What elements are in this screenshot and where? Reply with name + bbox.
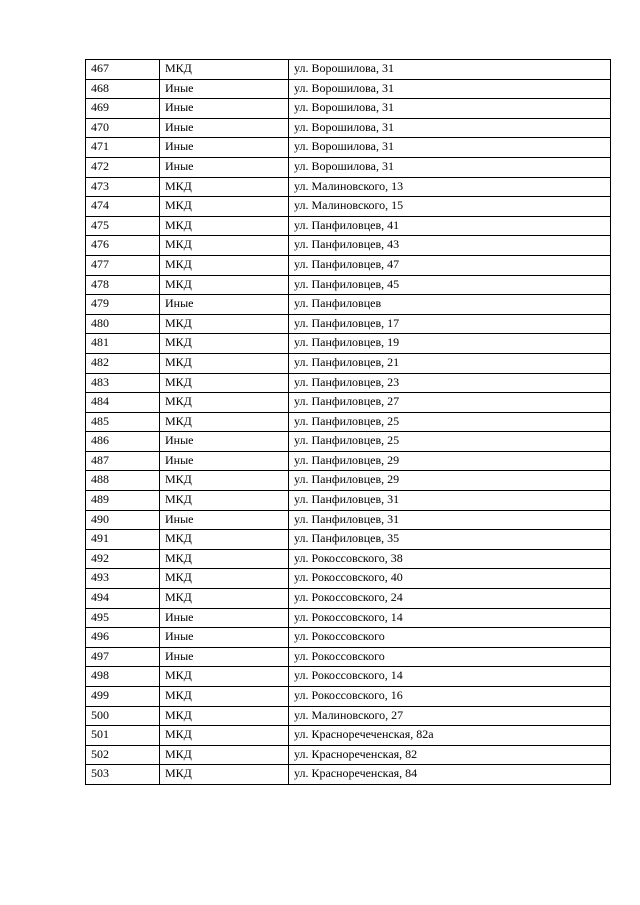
object-type-cell: МКД bbox=[160, 373, 289, 393]
table-row bbox=[86, 373, 611, 393]
row-number-cell: 469 bbox=[86, 99, 160, 119]
table-row bbox=[86, 491, 611, 511]
table-row bbox=[86, 197, 611, 217]
address-cell: ул. Панфиловцев, 19 bbox=[289, 334, 611, 354]
address-cell: ул. Ворошилова, 31 bbox=[289, 157, 611, 177]
object-type-cell: Иные bbox=[160, 432, 289, 452]
object-type-cell: МКД bbox=[160, 216, 289, 236]
table-row bbox=[86, 138, 611, 158]
address-cell: ул. Ворошилова, 31 bbox=[289, 99, 611, 119]
row-number-cell: 482 bbox=[86, 353, 160, 373]
object-type-cell: МКД bbox=[160, 530, 289, 550]
object-type-cell: МКД bbox=[160, 412, 289, 432]
row-number-cell: 479 bbox=[86, 295, 160, 315]
object-type-cell: МКД bbox=[160, 255, 289, 275]
row-number-cell: 484 bbox=[86, 393, 160, 413]
table-row bbox=[86, 314, 611, 334]
address-cell: ул. Панфиловцев, 35 bbox=[289, 530, 611, 550]
address-cell: ул. Панфиловцев, 27 bbox=[289, 393, 611, 413]
address-cell: ул. Панфиловцев, 21 bbox=[289, 353, 611, 373]
address-cell: ул. Краснореченская, 82 bbox=[289, 745, 611, 765]
table-row bbox=[86, 706, 611, 726]
table-row bbox=[86, 295, 611, 315]
table-row bbox=[86, 157, 611, 177]
address-table bbox=[85, 59, 611, 785]
object-type-cell: МКД bbox=[160, 471, 289, 491]
table-row bbox=[86, 471, 611, 491]
row-number-cell: 475 bbox=[86, 216, 160, 236]
row-number-cell: 486 bbox=[86, 432, 160, 452]
table-row bbox=[86, 667, 611, 687]
row-number-cell: 495 bbox=[86, 608, 160, 628]
object-type-cell: Иные bbox=[160, 118, 289, 138]
row-number-cell: 494 bbox=[86, 589, 160, 609]
row-number-cell: 472 bbox=[86, 157, 160, 177]
table-row bbox=[86, 275, 611, 295]
address-cell: ул. Ворошилова, 31 bbox=[289, 118, 611, 138]
address-cell: ул. Красноречеченская, 82а bbox=[289, 726, 611, 746]
object-type-cell: МКД bbox=[160, 353, 289, 373]
address-cell: ул. Рокоссовского, 14 bbox=[289, 608, 611, 628]
row-number-cell: 473 bbox=[86, 177, 160, 197]
table-row bbox=[86, 99, 611, 119]
address-cell: ул. Панфиловцев, 23 bbox=[289, 373, 611, 393]
address-cell: ул. Рокоссовского, 14 bbox=[289, 667, 611, 687]
row-number-cell: 474 bbox=[86, 197, 160, 217]
row-number-cell: 471 bbox=[86, 138, 160, 158]
row-number-cell: 487 bbox=[86, 451, 160, 471]
row-number-cell: 483 bbox=[86, 373, 160, 393]
object-type-cell: Иные bbox=[160, 138, 289, 158]
address-cell: ул. Панфиловцев, 47 bbox=[289, 255, 611, 275]
address-cell: ул. Панфиловцев, 41 bbox=[289, 216, 611, 236]
row-number-cell: 467 bbox=[86, 60, 160, 80]
object-type-cell: МКД bbox=[160, 569, 289, 589]
row-number-cell: 498 bbox=[86, 667, 160, 687]
row-number-cell: 496 bbox=[86, 628, 160, 648]
address-cell: ул. Панфиловцев, 29 bbox=[289, 451, 611, 471]
object-type-cell: МКД bbox=[160, 491, 289, 511]
object-type-cell: МКД bbox=[160, 314, 289, 334]
table-row bbox=[86, 530, 611, 550]
table-row bbox=[86, 334, 611, 354]
table-row bbox=[86, 60, 611, 80]
address-cell: ул. Панфиловцев, 45 bbox=[289, 275, 611, 295]
address-cell: ул. Панфиловцев, 25 bbox=[289, 432, 611, 452]
object-type-cell: Иные bbox=[160, 628, 289, 648]
address-cell: ул. Ворошилова, 31 bbox=[289, 79, 611, 99]
table-row bbox=[86, 608, 611, 628]
object-type-cell: Иные bbox=[160, 295, 289, 315]
address-cell: ул. Рокоссовского, 16 bbox=[289, 687, 611, 707]
row-number-cell: 468 bbox=[86, 79, 160, 99]
table-row bbox=[86, 451, 611, 471]
row-number-cell: 493 bbox=[86, 569, 160, 589]
table-row bbox=[86, 726, 611, 746]
address-cell: ул. Малиновского, 13 bbox=[289, 177, 611, 197]
address-cell: ул. Рокоссовского bbox=[289, 647, 611, 667]
row-number-cell: 500 bbox=[86, 706, 160, 726]
row-number-cell: 476 bbox=[86, 236, 160, 256]
row-number-cell: 481 bbox=[86, 334, 160, 354]
address-cell: ул. Рокоссовского bbox=[289, 628, 611, 648]
row-number-cell: 480 bbox=[86, 314, 160, 334]
address-cell: ул. Малиновского, 27 bbox=[289, 706, 611, 726]
row-number-cell: 501 bbox=[86, 726, 160, 746]
row-number-cell: 499 bbox=[86, 687, 160, 707]
object-type-cell: Иные bbox=[160, 647, 289, 667]
address-cell: ул. Панфиловцев, 25 bbox=[289, 412, 611, 432]
object-type-cell: МКД bbox=[160, 393, 289, 413]
row-number-cell: 485 bbox=[86, 412, 160, 432]
object-type-cell: Иные bbox=[160, 608, 289, 628]
address-cell: ул. Панфиловцев, 43 bbox=[289, 236, 611, 256]
row-number-cell: 497 bbox=[86, 647, 160, 667]
table-row bbox=[86, 510, 611, 530]
row-number-cell: 491 bbox=[86, 530, 160, 550]
row-number-cell: 477 bbox=[86, 255, 160, 275]
table-row bbox=[86, 79, 611, 99]
table-row bbox=[86, 569, 611, 589]
object-type-cell: МКД bbox=[160, 589, 289, 609]
row-number-cell: 503 bbox=[86, 765, 160, 785]
address-cell: ул. Панфиловцев, 31 bbox=[289, 510, 611, 530]
object-type-cell: МКД bbox=[160, 334, 289, 354]
table-row bbox=[86, 765, 611, 785]
address-cell: ул. Панфиловцев, 17 bbox=[289, 314, 611, 334]
object-type-cell: МКД bbox=[160, 236, 289, 256]
address-cell: ул. Панфиловцев, 31 bbox=[289, 491, 611, 511]
object-type-cell: МКД bbox=[160, 726, 289, 746]
table-row bbox=[86, 255, 611, 275]
object-type-cell: Иные bbox=[160, 99, 289, 119]
row-number-cell: 492 bbox=[86, 549, 160, 569]
table-row bbox=[86, 353, 611, 373]
object-type-cell: МКД bbox=[160, 549, 289, 569]
object-type-cell: МКД bbox=[160, 197, 289, 217]
object-type-cell: МКД bbox=[160, 745, 289, 765]
table-row bbox=[86, 687, 611, 707]
table-row bbox=[86, 549, 611, 569]
table-row bbox=[86, 432, 611, 452]
address-cell: ул. Панфиловцев bbox=[289, 295, 611, 315]
table-row bbox=[86, 628, 611, 648]
object-type-cell: Иные bbox=[160, 451, 289, 471]
object-type-cell: МКД bbox=[160, 275, 289, 295]
table-row bbox=[86, 393, 611, 413]
row-number-cell: 470 bbox=[86, 118, 160, 138]
object-type-cell: МКД bbox=[160, 687, 289, 707]
address-cell: ул. Малиновского, 15 bbox=[289, 197, 611, 217]
table-row bbox=[86, 177, 611, 197]
object-type-cell: Иные bbox=[160, 510, 289, 530]
address-cell: ул. Панфиловцев, 29 bbox=[289, 471, 611, 491]
table-row bbox=[86, 745, 611, 765]
address-cell: ул. Краснореченская, 84 bbox=[289, 765, 611, 785]
row-number-cell: 488 bbox=[86, 471, 160, 491]
table-row bbox=[86, 647, 611, 667]
table-row bbox=[86, 118, 611, 138]
object-type-cell: МКД bbox=[160, 667, 289, 687]
address-cell: ул. Ворошилова, 31 bbox=[289, 60, 611, 80]
address-table-body bbox=[86, 60, 611, 785]
table-row bbox=[86, 216, 611, 236]
table-row bbox=[86, 412, 611, 432]
table-row bbox=[86, 589, 611, 609]
address-cell: ул. Рокоссовского, 38 bbox=[289, 549, 611, 569]
row-number-cell: 478 bbox=[86, 275, 160, 295]
object-type-cell: Иные bbox=[160, 79, 289, 99]
address-cell: ул. Рокоссовского, 24 bbox=[289, 589, 611, 609]
object-type-cell: МКД bbox=[160, 765, 289, 785]
address-cell: ул. Рокоссовского, 40 bbox=[289, 569, 611, 589]
row-number-cell: 489 bbox=[86, 491, 160, 511]
object-type-cell: МКД bbox=[160, 706, 289, 726]
object-type-cell: МКД bbox=[160, 60, 289, 80]
row-number-cell: 490 bbox=[86, 510, 160, 530]
row-number-cell: 502 bbox=[86, 745, 160, 765]
object-type-cell: МКД bbox=[160, 177, 289, 197]
object-type-cell: Иные bbox=[160, 157, 289, 177]
table-row bbox=[86, 236, 611, 256]
address-cell: ул. Ворошилова, 31 bbox=[289, 138, 611, 158]
